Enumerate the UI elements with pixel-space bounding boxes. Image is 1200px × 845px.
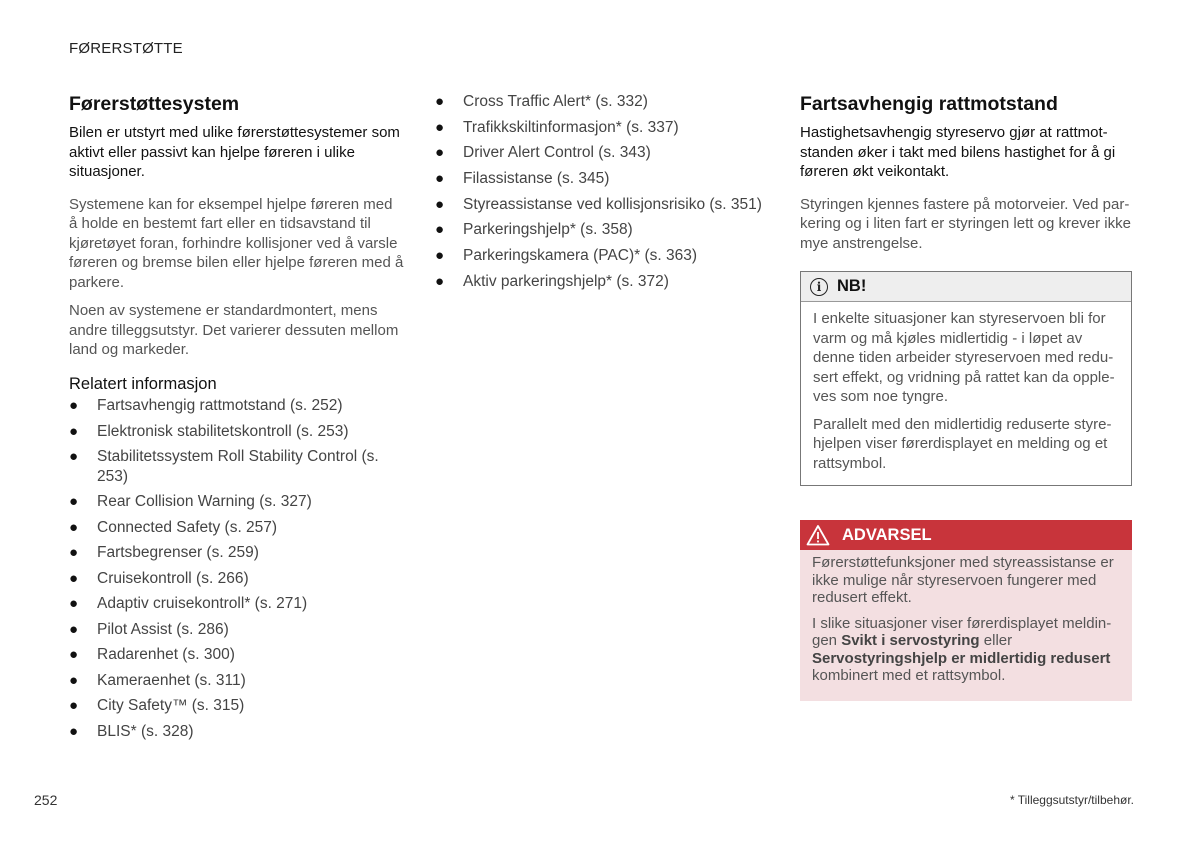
warning-paragraph: [812, 615, 1120, 685]
related-link[interactable]: [69, 722, 404, 742]
related-link[interactable]: [69, 620, 404, 640]
bullet-icon: ●: [69, 646, 79, 664]
link-text[interactable]: Cruisekontroll (s. 266): [97, 569, 249, 587]
info-icon: i: [810, 278, 828, 296]
bullet-icon: ●: [69, 397, 79, 415]
link-text[interactable]: Kameraenhet (s. 311): [97, 671, 246, 689]
link-text[interactable]: Parkeringshjelp* (s. 358): [463, 221, 633, 239]
section-title: Fartsavhengig rattmotstand: [800, 93, 1058, 115]
warning-box: [800, 520, 1132, 701]
related-link[interactable]: [435, 169, 765, 189]
related-link-list: [69, 396, 404, 741]
link-text[interactable]: Rear Collision Warning (s. 327): [97, 493, 312, 511]
link-text[interactable]: Fartsbegrenser (s. 259): [97, 544, 259, 562]
bullet-icon: ●: [69, 697, 79, 715]
note-title: NB!: [837, 277, 867, 296]
related-link[interactable]: [435, 118, 765, 138]
related-link[interactable]: [69, 396, 404, 416]
section-header: FØRERSTØTTE: [69, 40, 183, 57]
related-link[interactable]: [69, 569, 404, 589]
related-link[interactable]: [435, 143, 765, 163]
link-text[interactable]: Styreassistanse ved kollisjonsrisiko (s. 351): [463, 195, 762, 213]
related-link[interactable]: [435, 92, 765, 112]
related-link[interactable]: [435, 195, 765, 215]
related-link-list: [435, 92, 765, 291]
column-left: [69, 92, 404, 747]
related-link[interactable]: [69, 518, 404, 538]
link-text[interactable]: Elektronisk stabilitetskontroll (s. 253): [97, 422, 349, 440]
link-text[interactable]: Aktiv parkeringshjelp* (s. 372): [463, 272, 669, 290]
link-text[interactable]: Radarenhet (s. 300): [97, 646, 235, 664]
intro-text: Bilen er utstyrt med ulike førerstøttesystemer som aktivt eller passivt kan hjelpe føreren i ulike situasjoner.: [69, 124, 400, 181]
column-middle: [435, 92, 765, 298]
note-paragraph: Parallelt med den midlertidig reduserte styrehjelpen viser førerdisplayet en melding og et rattsymbol.: [813, 415, 1112, 472]
related-link[interactable]: [69, 447, 404, 486]
bullet-icon: ●: [69, 493, 79, 511]
bullet-icon: ●: [69, 518, 79, 536]
related-heading: Relatert informasjon: [69, 374, 217, 393]
related-link[interactable]: [69, 492, 404, 512]
related-link[interactable]: [435, 220, 765, 240]
bullet-icon: ●: [435, 144, 445, 162]
warning-triangle-icon: [806, 524, 830, 546]
link-text[interactable]: Fartsavhengig rattmotstand (s. 252): [97, 397, 343, 415]
intro-text: Hastighetsavhengig styreservo gjør at rattmotstanden øker i takt med bilens hastighet for å gi føreren økt veikontakt.: [800, 124, 1116, 181]
warning-text: kombinert med et rattsymbol.: [812, 667, 1006, 685]
note-paragraph: I enkelte situasjoner kan styreservoen bli for varm og må kjøles midlertidig - i løpet av denne tiden arbeider styreservoen med redusert effekt, og vridning på rattet kan da oppleves som noe tyngre.: [813, 310, 1115, 406]
page-number: 252: [34, 792, 58, 808]
link-text[interactable]: Parkeringskamera (PAC)* (s. 363): [463, 247, 698, 265]
column-right: [800, 92, 1132, 701]
link-text[interactable]: Cross Traffic Alert* (s. 332): [463, 93, 648, 110]
warning-paragraph: Førerstøttefunksjoner med styreassistanse er ikke mulige når styreservoen fungerer med redusert effekt.: [812, 554, 1114, 607]
bullet-icon: ●: [69, 595, 79, 613]
related-link[interactable]: [69, 594, 404, 614]
message-name: Svikt i servostyring: [841, 632, 980, 650]
message-name: Servostyringshjelp er midlertidig redusert: [812, 649, 1111, 667]
related-link[interactable]: [69, 696, 404, 716]
link-text[interactable]: Stabilitetssystem Roll Stability Control (s. 253): [97, 448, 379, 485]
related-link[interactable]: [435, 246, 765, 266]
related-link[interactable]: [435, 272, 765, 292]
warning-title: ADVARSEL: [842, 525, 932, 544]
link-text[interactable]: Adaptiv cruisekontroll* (s. 271): [97, 595, 308, 613]
link-text[interactable]: Filassistanse (s. 345): [463, 170, 610, 188]
body-paragraph: Noen av systemene er standardmontert, mens andre tilleggsutstyr. Det varierer dessuten mellom land og markeder.: [69, 302, 399, 359]
related-link[interactable]: [69, 543, 404, 563]
bullet-icon: ●: [435, 247, 445, 265]
body-paragraph: Styringen kjennes fastere på motorveier. Ved parkering og i liten fart er styringen lett og krever ikke mye anstrengelse.: [800, 195, 1131, 252]
related-link[interactable]: [69, 645, 404, 665]
warning-text: I slike situasjoner viser førerdisplayet meldingen: [812, 614, 1112, 650]
link-text[interactable]: City Safety™ (s. 315): [97, 697, 245, 715]
footnote: * Tilleggsutstyr/tilbehør.: [1009, 793, 1134, 807]
section-title: Førerstøttesystem: [69, 93, 240, 115]
related-info: [69, 374, 404, 742]
warning-body: [800, 550, 1132, 701]
bullet-icon: ●: [69, 722, 79, 740]
bullet-icon: ●: [69, 422, 79, 440]
link-text[interactable]: Driver Alert Control (s. 343): [463, 144, 651, 162]
body-paragraph: Systemene kan for eksempel hjelpe føreren med å holde en bestemt fart eller en tidsavstand til kjøretøyet foran, forhindre kollisjoner ved å varsle føreren og bremse bilen eller hjelpe føreren med å parkere.: [69, 195, 404, 291]
bullet-icon: ●: [69, 620, 79, 638]
related-link[interactable]: [69, 422, 404, 442]
bullet-icon: ●: [435, 93, 445, 110]
bullet-icon: ●: [435, 118, 445, 136]
note-header: [801, 272, 1131, 302]
bullet-icon: ●: [435, 195, 445, 213]
bullet-icon: ●: [69, 448, 79, 466]
link-text[interactable]: Pilot Assist (s. 286): [97, 620, 229, 638]
related-link[interactable]: [69, 671, 404, 691]
link-text[interactable]: BLIS* (s. 328): [97, 722, 194, 740]
bullet-icon: ●: [69, 569, 79, 587]
note-body: [801, 302, 1131, 485]
warning-text: eller: [979, 632, 1013, 650]
bullet-icon: ●: [435, 272, 445, 290]
bullet-icon: ●: [69, 544, 79, 562]
link-text[interactable]: Trafikkskiltinformasjon* (s. 337): [463, 118, 679, 136]
note-box: [800, 271, 1132, 486]
bullet-icon: ●: [435, 170, 445, 188]
warning-header: [800, 520, 1132, 550]
bullet-icon: ●: [69, 671, 79, 689]
bullet-icon: ●: [435, 221, 445, 239]
link-text[interactable]: Connected Safety (s. 257): [97, 518, 278, 536]
